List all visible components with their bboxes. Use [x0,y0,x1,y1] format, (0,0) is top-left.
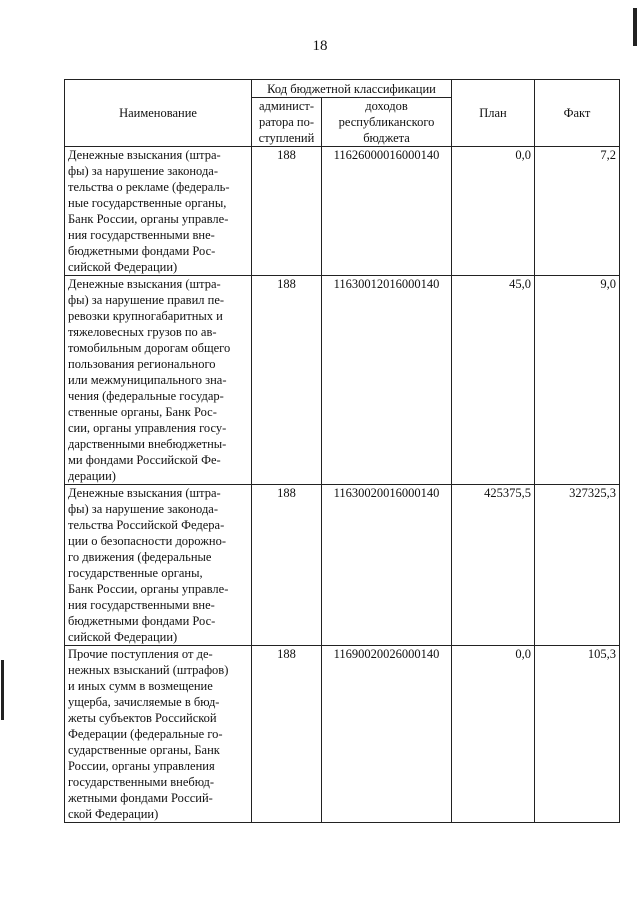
row-name-line: ния государственными вне- [68,228,215,242]
margin-mark-top-right [633,8,637,46]
row-name-line: жеты субъектов Российской [68,711,217,725]
row-plan: 0,0 [452,646,535,823]
table-row [65,147,620,276]
row-name-line: Денежные взыскания (штра- [68,277,221,291]
row-name-line: России, органы управления [68,759,215,773]
row-name-line: фы) за нарушение законода- [68,502,219,516]
row-name-line: бюджетными фондами Рос- [68,244,216,258]
row-name-line: сийской Федерации) [68,630,178,644]
header-plan: План [452,80,535,147]
row-name-line: сударственные органы, Банк [68,743,220,757]
header-revenue [322,98,452,147]
row-name-line: государственные органы, [68,566,203,580]
row-name-line: ской Федерации) [68,807,159,821]
row-name-line: ственные органы, Банк Рос- [68,405,217,419]
row-name-line: фы) за нарушение законода- [68,164,219,178]
row-plan: 45,0 [452,276,535,485]
row-admin-code: 188 [252,485,322,646]
margin-mark-left [1,660,4,720]
table-row [65,485,620,646]
header-admin [252,98,322,147]
header-revenue-line: доходов [365,99,408,113]
row-revenue-code: 11690020026000140 [322,646,452,823]
row-name [65,147,252,276]
budget-revenue-table [64,79,620,823]
row-name-line: ми фондами Российской Фе- [68,453,221,467]
row-name-line: чения (федеральные государ- [68,389,224,403]
table-row [65,276,620,485]
row-name-line: Денежные взыскания (штра- [68,148,221,162]
row-admin-code: 188 [252,276,322,485]
row-fact: 327325,3 [535,485,620,646]
row-name-line: Прочие поступления от де- [68,647,213,661]
row-fact: 105,3 [535,646,620,823]
row-name-line: тяжеловесных грузов по ав- [68,325,217,339]
row-name-line: и иных сумм в возмещение [68,679,213,693]
row-name-line: ния государственными вне- [68,598,215,612]
row-name-line: Банк России, органы управле- [68,212,229,226]
header-admin-line: ратора по- [258,115,315,129]
header-admin-line: админист- [258,99,315,113]
row-name-line: Денежные взыскания (штра- [68,486,221,500]
row-admin-code: 188 [252,646,322,823]
row-revenue-code: 11626000016000140 [322,147,452,276]
row-name-line: дерации) [68,469,116,483]
row-revenue-code: 11630020016000140 [322,485,452,646]
row-name-line: фы) за нарушение правил пе- [68,293,225,307]
row-fact: 7,2 [535,147,620,276]
row-name-line: го движения (федеральные [68,550,212,564]
row-revenue-code: 11630012016000140 [322,276,452,485]
row-name [65,276,252,485]
row-name-line: сийской Федерации) [68,260,178,274]
row-name-line: ревозки крупногабаритных и [68,309,223,323]
header-revenue-line: республиканского [338,115,435,129]
page-number: 18 [312,38,328,54]
row-name-line: Федерации (федеральные го- [68,727,223,741]
row-name-line: бюджетными фондами Рос- [68,614,216,628]
row-name-line: тельства о рекламе (федераль- [68,180,230,194]
row-name-line: Банк России, органы управле- [68,582,229,596]
row-name-line: томобильным дорогам общего [68,341,231,355]
header-budget-code-group: Код бюджетной классификации [252,80,452,98]
row-plan: 0,0 [452,147,535,276]
row-name-line: пользования регионального [68,357,216,371]
row-name-line: ные государственные органы, [68,196,227,210]
row-name-line: дарственными внебюджетны- [68,437,227,451]
row-name-line: тельства Российской Федера- [68,518,225,532]
row-name-line: жетными фондами Россий- [68,791,213,805]
row-name-line: государственными внебюд- [68,775,214,789]
header-admin-line: ступлений [258,131,315,145]
row-name-line: или межмуниципального зна- [68,373,227,387]
row-fact: 9,0 [535,276,620,485]
table-row [65,646,620,823]
row-plan: 425375,5 [452,485,535,646]
row-name [65,646,252,823]
row-name-line: ции о безопасности дорожно- [68,534,226,548]
header-revenue-line: бюджета [363,131,410,145]
row-name-line: сии, органы управления госу- [68,421,227,435]
row-name-line: нежных взысканий (штрафов) [68,663,229,677]
header-name: Наименование [65,80,252,147]
header-fact: Факт [535,80,620,147]
row-admin-code: 188 [252,147,322,276]
row-name [65,485,252,646]
row-name-line: ущерба, зачисляемые в бюд- [68,695,220,709]
